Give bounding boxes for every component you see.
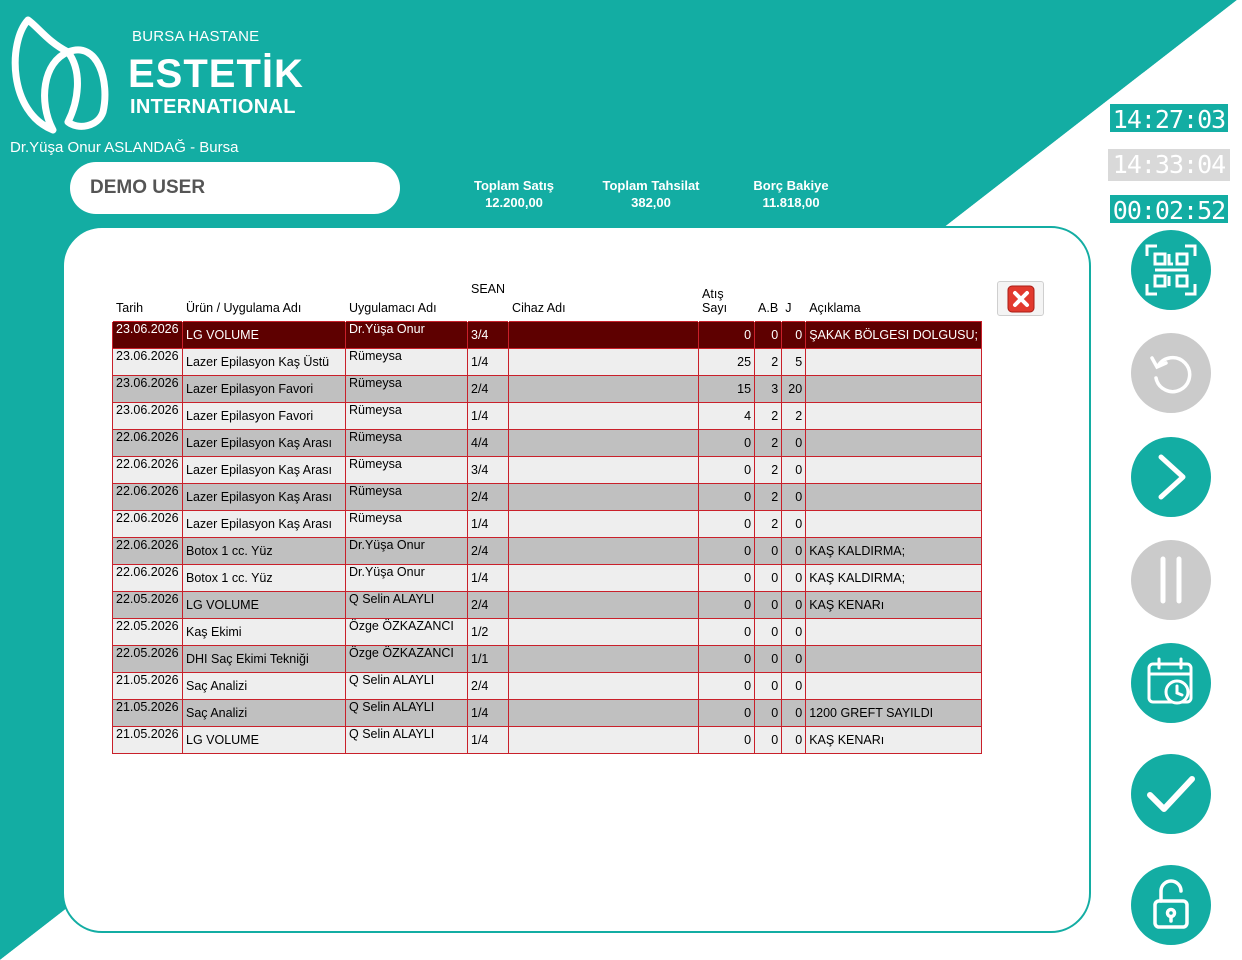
balance-label: Borç Bakiye <box>753 178 829 193</box>
cell-ab: 0 <box>755 592 782 619</box>
cell-practitioner: Rümeysa <box>346 430 468 457</box>
clock-elapsed: 00:02:52 <box>1108 193 1230 225</box>
table-row[interactable] <box>113 619 982 646</box>
cell-note <box>806 430 982 457</box>
cell-shots: 15 <box>699 376 755 403</box>
cell-session: 2/4 <box>468 673 509 700</box>
confirm-button[interactable] <box>1131 754 1211 834</box>
cell-practitioner: Rümeysa <box>346 484 468 511</box>
cell-session: 1/4 <box>468 511 509 538</box>
cell-product: Kaş Ekimi <box>183 619 346 646</box>
cell-practitioner: Rümeysa <box>346 349 468 376</box>
cell-j: 0 <box>782 700 806 727</box>
cell-note <box>806 619 982 646</box>
cell-j: 0 <box>782 565 806 592</box>
cell-device <box>509 376 699 403</box>
cell-date: 22.06.2026 <box>113 457 183 484</box>
total-collection <box>600 177 702 211</box>
cell-product: Saç Analizi <box>183 673 346 700</box>
cell-product: LG VOLUME <box>183 592 346 619</box>
cell-device <box>509 349 699 376</box>
col-session[interactable]: SEAN <box>468 278 509 322</box>
doctor-name: Dr.Yüşa Onur ASLANDAĞ - Bursa <box>10 139 239 156</box>
cell-ab: 0 <box>755 538 782 565</box>
table-row[interactable] <box>113 646 982 673</box>
cell-practitioner: Q Selin ALAYLI <box>346 727 468 754</box>
col-date[interactable]: Tarih <box>113 278 183 322</box>
cell-shots: 0 <box>699 538 755 565</box>
user-name-box <box>70 162 400 214</box>
cell-date: 23.06.2026 <box>113 322 183 349</box>
table-row[interactable] <box>113 349 982 376</box>
cell-shots: 4 <box>699 403 755 430</box>
cell-practitioner: Rümeysa <box>346 511 468 538</box>
cell-note <box>806 457 982 484</box>
qr-button[interactable] <box>1131 230 1211 310</box>
cell-note: 1200 GREFT SAYILDI <box>806 700 982 727</box>
col-shots[interactable]: Atış Sayı <box>699 278 755 322</box>
cell-shots: 0 <box>699 484 755 511</box>
table-row[interactable] <box>113 403 982 430</box>
qr-code-icon <box>1143 242 1199 298</box>
cell-product: LG VOLUME <box>183 322 346 349</box>
table-header <box>113 278 982 322</box>
cell-j: 0 <box>782 592 806 619</box>
cell-device <box>509 457 699 484</box>
cell-shots: 0 <box>699 511 755 538</box>
cell-ab: 2 <box>755 484 782 511</box>
cell-j: 0 <box>782 430 806 457</box>
cell-practitioner: Dr.Yüşa Onur <box>346 322 468 349</box>
cell-device <box>509 511 699 538</box>
cell-ab: 2 <box>755 430 782 457</box>
undo-icon <box>1146 348 1196 398</box>
cell-session: 1/4 <box>468 727 509 754</box>
cell-device <box>509 484 699 511</box>
unlock-icon <box>1149 877 1193 933</box>
cell-note: KAŞ KENARı <box>806 727 982 754</box>
cell-j: 20 <box>782 376 806 403</box>
cell-note <box>806 511 982 538</box>
cell-product: Lazer Epilasyon Favori <box>183 403 346 430</box>
cell-ab: 2 <box>755 349 782 376</box>
cell-device <box>509 727 699 754</box>
cell-device <box>509 430 699 457</box>
close-button[interactable] <box>997 281 1044 316</box>
chevron-right-icon <box>1149 452 1193 502</box>
pause-button[interactable] <box>1131 540 1211 620</box>
cell-note: KAŞ KALDIRMA; <box>806 565 982 592</box>
cell-product: Lazer Epilasyon Kaş Arası <box>183 430 346 457</box>
cell-ab: 0 <box>755 700 782 727</box>
cell-date: 22.05.2026 <box>113 592 183 619</box>
cell-practitioner: Q Selin ALAYLI <box>346 700 468 727</box>
table-row[interactable] <box>113 565 982 592</box>
cell-j: 5 <box>782 349 806 376</box>
cell-j: 0 <box>782 673 806 700</box>
cell-shots: 0 <box>699 565 755 592</box>
cell-note <box>806 646 982 673</box>
cell-note <box>806 673 982 700</box>
cell-shots: 0 <box>699 592 755 619</box>
cell-session: 2/4 <box>468 592 509 619</box>
cell-j: 0 <box>782 727 806 754</box>
balance-value: 11.818,00 <box>762 195 820 210</box>
cell-ab: 0 <box>755 646 782 673</box>
next-button[interactable] <box>1131 437 1211 517</box>
cell-shots: 0 <box>699 619 755 646</box>
cell-date: 22.06.2026 <box>113 430 183 457</box>
cell-product: Botox 1 cc. Yüz <box>183 565 346 592</box>
cell-j: 0 <box>782 484 806 511</box>
cell-ab: 3 <box>755 376 782 403</box>
cell-note: KAŞ KALDIRMA; <box>806 538 982 565</box>
cell-note: ŞAKAK BÖLGESI DOLGUSU; <box>806 322 982 349</box>
cell-shots: 0 <box>699 430 755 457</box>
cell-ab: 0 <box>755 727 782 754</box>
cell-ab: 2 <box>755 511 782 538</box>
close-icon <box>1007 285 1035 313</box>
cell-device <box>509 565 699 592</box>
brand-subtitle: BURSA HASTANE <box>132 28 260 45</box>
cell-session: 1/2 <box>468 619 509 646</box>
treatment-table <box>112 278 982 754</box>
cell-j: 0 <box>782 457 806 484</box>
total-collection-label: Toplam Tahsilat <box>602 178 700 193</box>
cell-session: 2/4 <box>468 376 509 403</box>
cell-session: 1/4 <box>468 700 509 727</box>
cell-shots: 0 <box>699 673 755 700</box>
col-j[interactable]: J <box>782 278 806 322</box>
cell-device <box>509 700 699 727</box>
cell-device <box>509 538 699 565</box>
cell-shots: 0 <box>699 322 755 349</box>
cell-ab: 0 <box>755 322 782 349</box>
cell-date: 21.05.2026 <box>113 673 183 700</box>
total-collection-value: 382,00 <box>631 195 671 210</box>
cell-device <box>509 619 699 646</box>
brand-title: ESTETİK <box>128 52 304 96</box>
cell-practitioner: Özge ÖZKAZANCI <box>346 619 468 646</box>
clock-start: 14:33:04 <box>1108 149 1230 181</box>
cell-j: 0 <box>782 322 806 349</box>
table-row[interactable] <box>113 592 982 619</box>
cell-shots: 25 <box>699 349 755 376</box>
table-row[interactable] <box>113 322 982 349</box>
cell-ab: 2 <box>755 403 782 430</box>
cell-session: 1/4 <box>468 403 509 430</box>
cell-note <box>806 403 982 430</box>
cell-note <box>806 349 982 376</box>
cell-device <box>509 646 699 673</box>
cell-product: Saç Analizi <box>183 700 346 727</box>
cell-shots: 0 <box>699 457 755 484</box>
cell-shots: 0 <box>699 646 755 673</box>
table-row[interactable] <box>113 430 982 457</box>
cell-device <box>509 592 699 619</box>
clock-current: 14:27:03 <box>1108 102 1230 134</box>
cell-date: 23.06.2026 <box>113 376 183 403</box>
table-row[interactable] <box>113 376 982 403</box>
cell-session: 2/4 <box>468 538 509 565</box>
cell-practitioner: Rümeysa <box>346 376 468 403</box>
col-note[interactable]: Açıklama <box>806 278 982 322</box>
cell-j: 0 <box>782 511 806 538</box>
cell-device <box>509 403 699 430</box>
col-device[interactable]: Cihaz Adı <box>509 278 699 322</box>
cell-session: 4/4 <box>468 430 509 457</box>
cell-shots: 0 <box>699 727 755 754</box>
cell-j: 0 <box>782 619 806 646</box>
cell-product: LG VOLUME <box>183 727 346 754</box>
cell-date: 21.05.2026 <box>113 700 183 727</box>
cell-session: 3/4 <box>468 457 509 484</box>
cell-device <box>509 322 699 349</box>
user-name: DEMO USER <box>90 177 206 198</box>
cell-date: 23.06.2026 <box>113 403 183 430</box>
cell-session: 1/4 <box>468 565 509 592</box>
cell-practitioner: Q Selin ALAYLI <box>346 592 468 619</box>
cell-date: 21.05.2026 <box>113 727 183 754</box>
brand-tagline: INTERNATIONAL <box>130 96 296 118</box>
table-row[interactable] <box>113 673 982 700</box>
cell-product: Lazer Epilasyon Kaş Arası <box>183 484 346 511</box>
cell-j: 2 <box>782 403 806 430</box>
cell-product: Lazer Epilasyon Favori <box>183 376 346 403</box>
cell-session: 3/4 <box>468 322 509 349</box>
cell-practitioner: Rümeysa <box>346 457 468 484</box>
cell-device <box>509 673 699 700</box>
table-row[interactable] <box>113 727 982 754</box>
cell-ab: 0 <box>755 565 782 592</box>
table-row[interactable] <box>113 700 982 727</box>
cell-date: 23.06.2026 <box>113 349 183 376</box>
cell-date: 22.06.2026 <box>113 565 183 592</box>
cell-note <box>806 376 982 403</box>
cell-j: 0 <box>782 538 806 565</box>
cell-product: Lazer Epilasyon Kaş Üstü <box>183 349 346 376</box>
cell-date: 22.05.2026 <box>113 619 183 646</box>
cell-ab: 0 <box>755 673 782 700</box>
cell-product: Botox 1 cc. Yüz <box>183 538 346 565</box>
total-sales-label: Toplam Satış <box>474 178 554 193</box>
pause-icon <box>1151 555 1191 605</box>
cell-note <box>806 484 982 511</box>
cell-product: Lazer Epilasyon Kaş Arası <box>183 511 346 538</box>
cell-session: 1/1 <box>468 646 509 673</box>
undo-button[interactable] <box>1131 333 1211 413</box>
cell-product: DHI Saç Ekimi Tekniği <box>183 646 346 673</box>
cell-ab: 0 <box>755 619 782 646</box>
cell-product: Lazer Epilasyon Kaş Arası <box>183 457 346 484</box>
cell-shots: 0 <box>699 700 755 727</box>
cell-practitioner: Dr.Yüşa Onur <box>346 538 468 565</box>
cell-practitioner: Özge ÖZKAZANCI <box>346 646 468 673</box>
check-icon <box>1145 772 1197 816</box>
cell-date: 22.06.2026 <box>113 511 183 538</box>
total-sales <box>470 177 558 211</box>
table-row[interactable] <box>113 484 982 511</box>
cell-note: KAŞ KENARı <box>806 592 982 619</box>
cell-date: 22.06.2026 <box>113 538 183 565</box>
cell-practitioner: Rümeysa <box>346 403 468 430</box>
cell-practitioner: Dr.Yüşa Onur <box>346 565 468 592</box>
cell-practitioner: Q Selin ALAYLI <box>346 673 468 700</box>
cell-date: 22.06.2026 <box>113 484 183 511</box>
col-product[interactable]: Ürün / Uygulama Adı <box>183 278 346 322</box>
table-row[interactable] <box>113 511 982 538</box>
cell-ab: 2 <box>755 457 782 484</box>
cell-j: 0 <box>782 646 806 673</box>
logo-icon <box>8 12 118 136</box>
col-ab[interactable]: A.B <box>755 278 782 322</box>
total-sales-value: 12.200,00 <box>485 195 543 210</box>
calendar-clock-icon <box>1143 655 1199 711</box>
unlock-button[interactable] <box>1131 865 1211 945</box>
table-row[interactable] <box>113 538 982 565</box>
cell-date: 22.05.2026 <box>113 646 183 673</box>
schedule-button[interactable] <box>1131 643 1211 723</box>
balance <box>748 177 834 211</box>
cell-session: 2/4 <box>468 484 509 511</box>
col-practitioner[interactable]: Uygulamacı Adı <box>346 278 468 322</box>
table-row[interactable] <box>113 457 982 484</box>
cell-session: 1/4 <box>468 349 509 376</box>
